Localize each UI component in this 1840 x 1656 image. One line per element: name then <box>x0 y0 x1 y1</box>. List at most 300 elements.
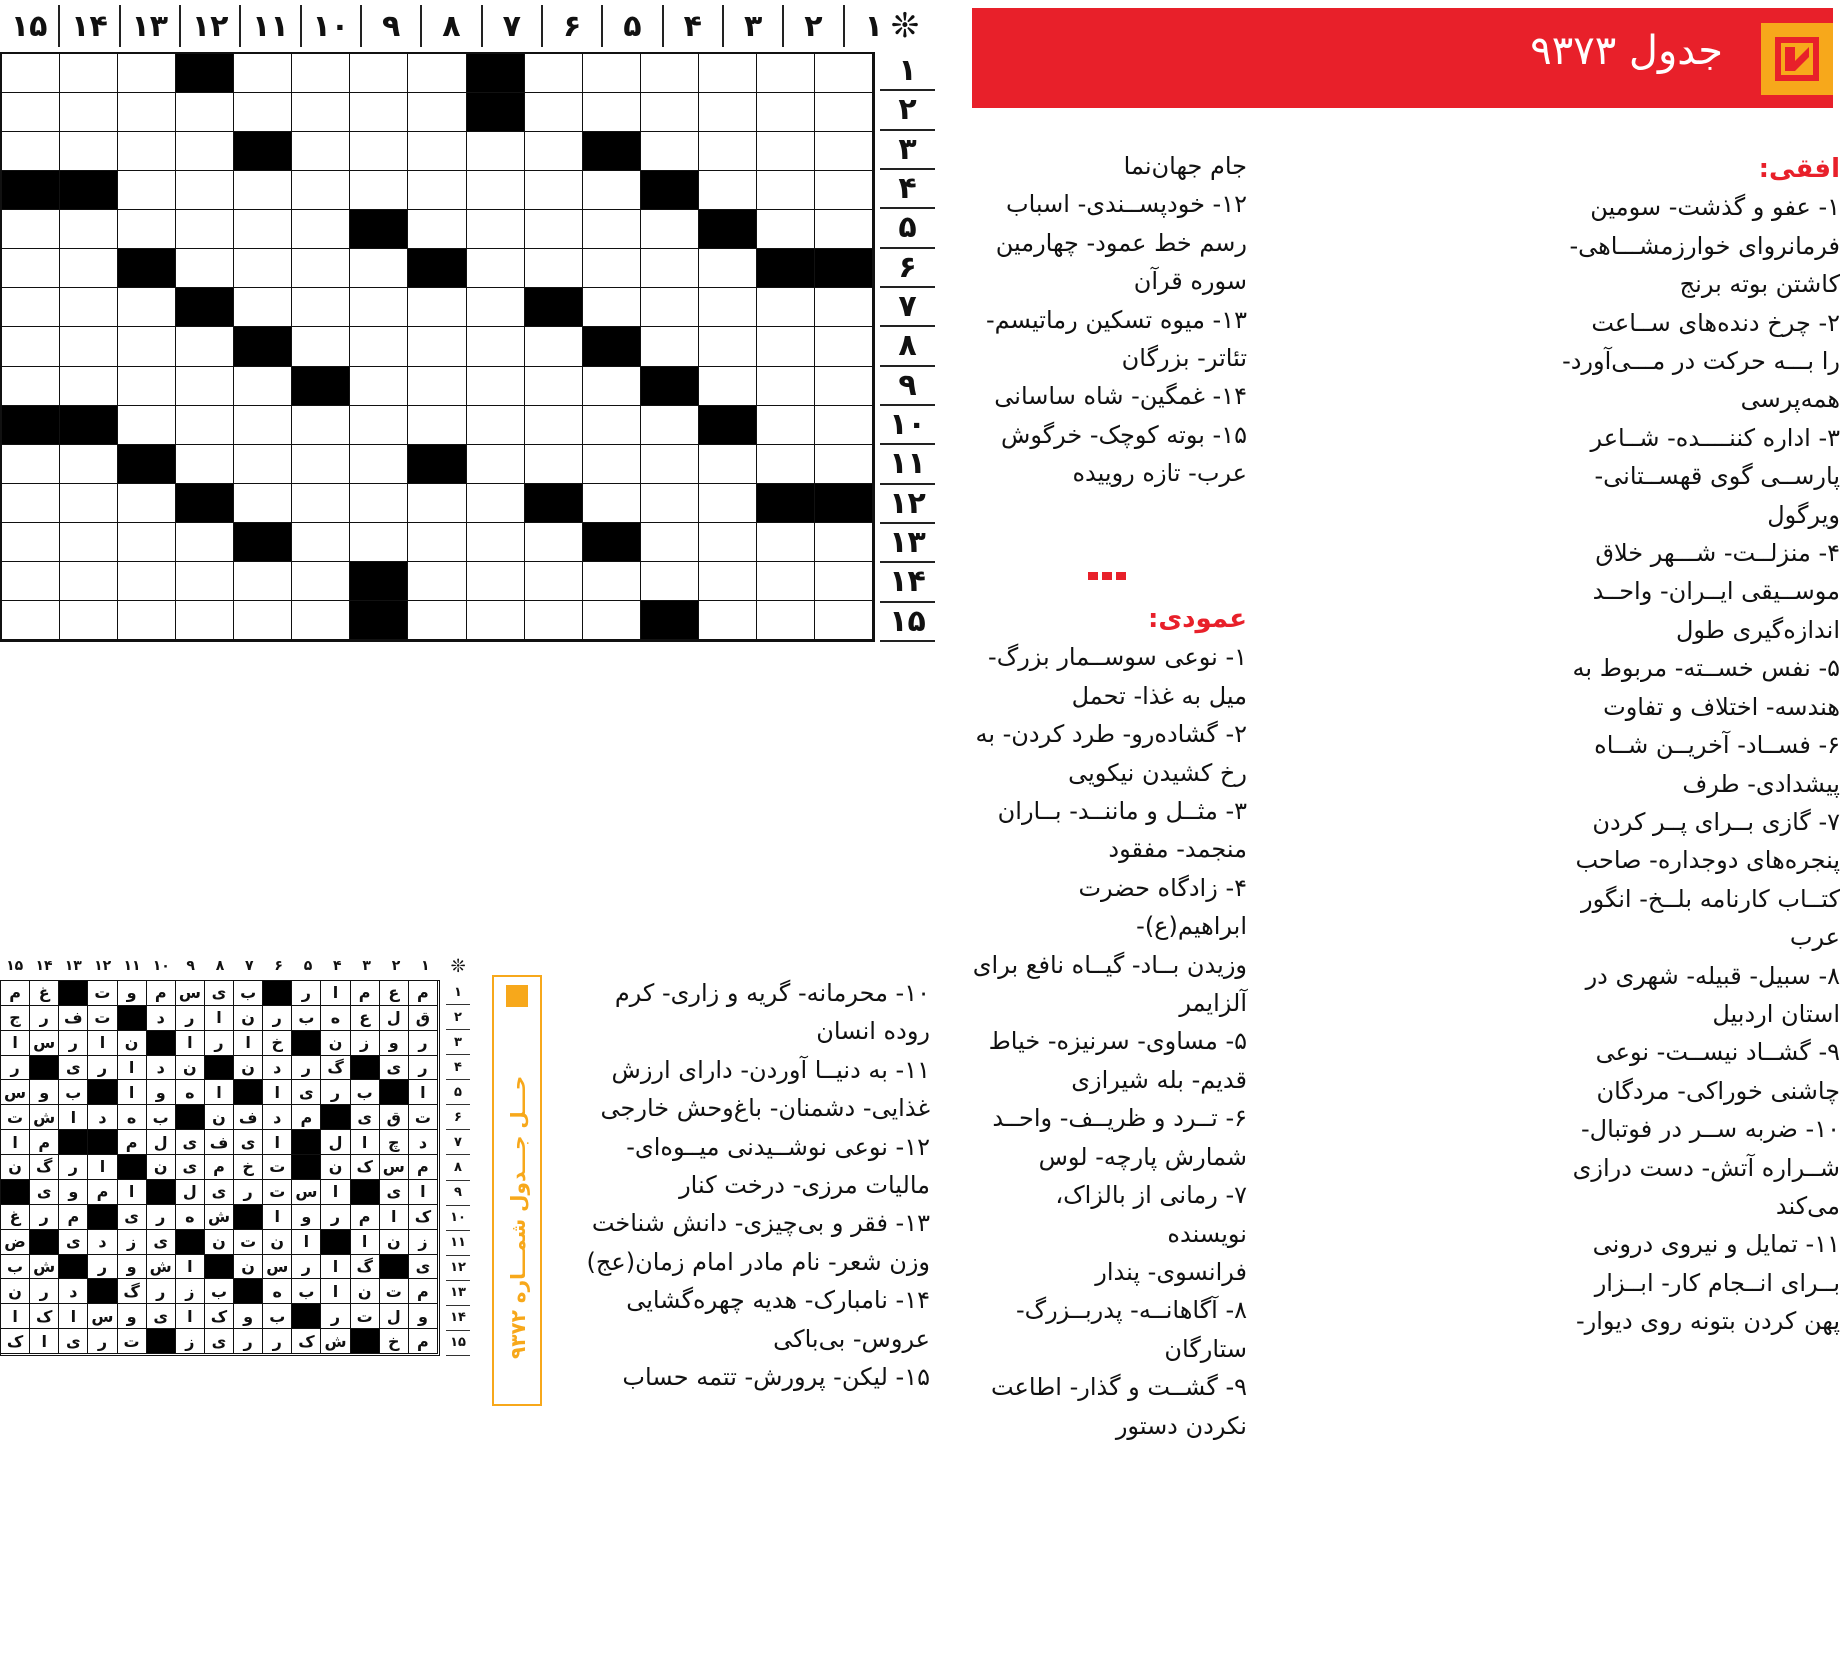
solution-cell: ه <box>263 1279 292 1304</box>
grid-cell[interactable] <box>118 288 176 327</box>
grid-cell[interactable] <box>2 562 60 601</box>
clue-line: شمارش پارچه- لوس <box>1038 1142 1247 1171</box>
grid-cell[interactable] <box>234 54 292 93</box>
row-label: ۴ <box>880 170 935 209</box>
grid-cell[interactable] <box>815 54 873 93</box>
solution-column-label: ۱۵ <box>6 958 24 974</box>
grid-cell[interactable] <box>176 171 234 210</box>
solution-cell: ل <box>147 1130 176 1155</box>
grid-cell[interactable] <box>292 54 350 93</box>
solution-column-label: ۲ <box>391 958 401 974</box>
grid-cell[interactable] <box>292 249 350 288</box>
grid-cell[interactable] <box>176 445 234 484</box>
solution-cell: ر <box>263 1006 292 1031</box>
grid-black-cell <box>234 327 292 366</box>
grid-cell[interactable] <box>699 367 757 406</box>
grid-cell[interactable] <box>757 93 815 132</box>
grid-cell[interactable] <box>583 445 641 484</box>
row-label: ۹ <box>880 367 935 406</box>
grid-cell[interactable] <box>350 484 408 523</box>
grid-cell[interactable] <box>583 484 641 523</box>
clue-line: شــراره آتش- دست درازی <box>1572 1153 1840 1182</box>
grid-cell[interactable] <box>2 93 60 132</box>
grid-cell[interactable] <box>292 523 350 562</box>
solution-column-label: ۴ <box>333 958 342 974</box>
solution-row-label: ۳ <box>446 1030 470 1055</box>
grid-cell[interactable] <box>583 171 641 210</box>
grid-cell[interactable] <box>757 445 815 484</box>
solution-cell: چ <box>380 1130 409 1155</box>
grid-cell[interactable] <box>583 288 641 327</box>
grid-cell[interactable] <box>641 288 699 327</box>
grid-cell[interactable] <box>467 484 525 523</box>
solution-black-cell <box>292 1155 321 1180</box>
column-label: ۴ <box>664 5 724 47</box>
grid-cell[interactable] <box>408 327 466 366</box>
grid-cell[interactable] <box>815 171 873 210</box>
grid-cell[interactable] <box>2 288 60 327</box>
clue-line: وزیدن بــاد- گیــاه نافع برای <box>972 950 1247 979</box>
solution-black-cell <box>263 981 292 1006</box>
solution-column-label: ۱ <box>421 958 430 974</box>
clue-line: ۸- آگاهانــه- پدربــزرگ- <box>1015 1296 1247 1325</box>
solution-cell: ب <box>147 1105 176 1130</box>
grid-cell[interactable] <box>350 93 408 132</box>
grid-cell[interactable] <box>757 54 815 93</box>
solution-cell: ت <box>263 1155 292 1180</box>
grid-cell[interactable] <box>60 93 118 132</box>
solution-black-cell <box>88 1130 117 1155</box>
solution-cell: ر <box>321 1205 350 1230</box>
grid-cell[interactable] <box>350 523 408 562</box>
row-label: ۱۲ <box>880 485 935 524</box>
column-label: ۸ <box>422 5 482 47</box>
grid-cell[interactable] <box>60 562 118 601</box>
solution-cell: ت <box>234 1230 263 1255</box>
solution-row-label: ۶ <box>446 1105 470 1130</box>
grid-cell[interactable] <box>815 367 873 406</box>
grid-cell[interactable] <box>699 288 757 327</box>
grid-cell[interactable] <box>350 171 408 210</box>
grid-cell[interactable] <box>60 132 118 171</box>
grid-cell[interactable] <box>118 171 176 210</box>
solution-cell: س <box>1 1080 30 1105</box>
grid-cell[interactable] <box>408 523 466 562</box>
grid-cell[interactable] <box>583 54 641 93</box>
grid-cell[interactable] <box>525 523 583 562</box>
grid-cell[interactable] <box>467 132 525 171</box>
grid-cell[interactable] <box>60 484 118 523</box>
grid-cell[interactable] <box>757 288 815 327</box>
solution-cell: ش <box>205 1205 234 1230</box>
grid-cell[interactable] <box>641 406 699 445</box>
solution-cell: م <box>292 1105 321 1130</box>
grid-cell[interactable] <box>583 93 641 132</box>
grid-cell[interactable] <box>118 484 176 523</box>
grid-cell[interactable] <box>234 210 292 249</box>
grid-cell[interactable] <box>2 249 60 288</box>
grid-cell[interactable] <box>2 327 60 366</box>
grid-cell[interactable] <box>583 210 641 249</box>
grid-cell[interactable] <box>641 562 699 601</box>
solution-cell: ع <box>380 981 409 1006</box>
grid-cell[interactable] <box>292 406 350 445</box>
grid-cell[interactable] <box>467 601 525 640</box>
solution-cell: ر <box>59 1155 88 1180</box>
grid-cell[interactable] <box>118 132 176 171</box>
grid-cell[interactable] <box>641 249 699 288</box>
grid-cell[interactable] <box>2 601 60 640</box>
grid-cell[interactable] <box>176 562 234 601</box>
grid-cell[interactable] <box>350 327 408 366</box>
grid-cell[interactable] <box>641 93 699 132</box>
grid-cell[interactable] <box>234 249 292 288</box>
grid-cell[interactable] <box>118 601 176 640</box>
grid-cell[interactable] <box>408 171 466 210</box>
solution-cell: ق <box>409 1006 438 1031</box>
solution-black-cell <box>351 1180 380 1205</box>
solution-cell: د <box>147 1006 176 1031</box>
grid-cell[interactable] <box>699 562 757 601</box>
grid-cell[interactable] <box>292 562 350 601</box>
solution-cell: د <box>88 1105 117 1130</box>
grid-cell[interactable] <box>234 484 292 523</box>
solution-cell: ف <box>205 1130 234 1155</box>
grid-cell[interactable] <box>641 484 699 523</box>
grid-black-cell <box>583 523 641 562</box>
grid-cell[interactable] <box>408 367 466 406</box>
grid-cell[interactable] <box>699 249 757 288</box>
grid-cell[interactable] <box>525 132 583 171</box>
grid-cell[interactable] <box>292 327 350 366</box>
grid-cell[interactable] <box>757 132 815 171</box>
grid-cell[interactable] <box>583 601 641 640</box>
grid-cell[interactable] <box>699 445 757 484</box>
grid-cell[interactable] <box>641 210 699 249</box>
grid-cell[interactable] <box>525 601 583 640</box>
solution-cell: ن <box>263 1230 292 1255</box>
grid-cell[interactable] <box>176 406 234 445</box>
grid-cell[interactable] <box>60 367 118 406</box>
grid-cell[interactable] <box>408 562 466 601</box>
grid-cell[interactable] <box>292 132 350 171</box>
clue-line: اندازه‌گیری طول <box>1675 615 1840 644</box>
grid-cell[interactable] <box>176 327 234 366</box>
clue-line: روده انسان <box>816 1017 930 1046</box>
grid-cell[interactable] <box>2 54 60 93</box>
grid-cell[interactable] <box>641 54 699 93</box>
solution-cell: ر <box>409 1056 438 1081</box>
solution-black-cell <box>234 1080 263 1105</box>
grid-cell[interactable] <box>641 132 699 171</box>
solution-cell: م <box>118 1130 147 1155</box>
grid-cell[interactable] <box>525 54 583 93</box>
grid-cell[interactable] <box>699 171 757 210</box>
clue-line: رخ کشیدن نیکویی <box>1068 758 1247 787</box>
solution-cell: ن <box>205 1105 234 1130</box>
grid-cell[interactable] <box>2 210 60 249</box>
grid-cell[interactable] <box>234 93 292 132</box>
grid-cell[interactable] <box>2 484 60 523</box>
solution-cell: ر <box>292 1255 321 1280</box>
grid-cell[interactable] <box>525 367 583 406</box>
grid-cell[interactable] <box>525 93 583 132</box>
grid-cell[interactable] <box>118 406 176 445</box>
solution-cell: ن <box>234 1006 263 1031</box>
grid-cell[interactable] <box>641 327 699 366</box>
grid-cell[interactable] <box>408 132 466 171</box>
grid-cell[interactable] <box>641 523 699 562</box>
grid-cell[interactable] <box>118 562 176 601</box>
grid-cell[interactable] <box>699 54 757 93</box>
grid-cell[interactable] <box>408 288 466 327</box>
grid-cell[interactable] <box>757 327 815 366</box>
row-label: ۱۴ <box>880 563 935 602</box>
solution-black-cell <box>118 1155 147 1180</box>
grid-cell[interactable] <box>60 249 118 288</box>
clue-line: وزن شعر- نام مادر امام زمان(عج) <box>586 1247 930 1276</box>
grid-cell[interactable] <box>815 93 873 132</box>
grid-cell[interactable] <box>525 171 583 210</box>
solution-cell: د <box>263 1105 292 1130</box>
grid-cell[interactable] <box>815 523 873 562</box>
grid-cell[interactable] <box>60 327 118 366</box>
solution-puzzle <box>0 952 470 1656</box>
grid-cell[interactable] <box>757 210 815 249</box>
grid-cell[interactable] <box>815 327 873 366</box>
grid-cell[interactable] <box>467 249 525 288</box>
grid-cell[interactable] <box>234 367 292 406</box>
grid-black-cell <box>234 523 292 562</box>
solution-black-cell <box>88 1205 117 1230</box>
solution-row-label: ۱۵ <box>446 1331 470 1356</box>
grid-cell[interactable] <box>815 562 873 601</box>
grid-cell[interactable] <box>467 562 525 601</box>
grid-cell[interactable] <box>176 210 234 249</box>
grid-cell[interactable] <box>292 445 350 484</box>
grid-cell[interactable] <box>757 171 815 210</box>
solution-row-label: ۱ <box>446 980 470 1005</box>
grid-cell[interactable] <box>234 171 292 210</box>
grid-cell[interactable] <box>525 210 583 249</box>
grid-cell[interactable] <box>350 54 408 93</box>
grid-cell[interactable] <box>292 93 350 132</box>
grid-cell[interactable] <box>699 132 757 171</box>
grid-cell[interactable] <box>699 93 757 132</box>
grid-cell[interactable] <box>118 367 176 406</box>
grid-black-cell <box>176 288 234 327</box>
grid-cell[interactable] <box>176 93 234 132</box>
grid-cell[interactable] <box>292 288 350 327</box>
clue-line: پارســی گوی قهســتانی- <box>1594 462 1840 491</box>
solution-cell: گ <box>118 1279 147 1304</box>
solution-cell: ک <box>292 1329 321 1354</box>
grid-cell[interactable] <box>699 327 757 366</box>
grid-cell[interactable] <box>467 523 525 562</box>
grid-cell[interactable] <box>408 54 466 93</box>
grid-cell[interactable] <box>525 562 583 601</box>
solution-cell: ن <box>1 1279 30 1304</box>
grid-cell[interactable] <box>118 327 176 366</box>
grid-cell[interactable] <box>408 601 466 640</box>
grid-cell[interactable] <box>815 601 873 640</box>
grid-cell[interactable] <box>467 367 525 406</box>
solution-column-label: ۹ <box>186 958 195 974</box>
grid-black-cell <box>350 210 408 249</box>
grid-cell[interactable] <box>60 288 118 327</box>
grid-cell[interactable] <box>525 249 583 288</box>
grid-cell[interactable] <box>525 406 583 445</box>
solution-cell: ی <box>380 1180 409 1205</box>
solution-black-cell <box>351 1056 380 1081</box>
grid-black-cell <box>2 171 60 210</box>
grid-cell[interactable] <box>176 367 234 406</box>
grid-cell[interactable] <box>234 601 292 640</box>
solution-cell: ر <box>88 1329 117 1354</box>
grid-black-cell <box>118 249 176 288</box>
solution-cell: ا <box>59 1304 88 1329</box>
grid-cell[interactable] <box>234 406 292 445</box>
grid-cell[interactable] <box>467 327 525 366</box>
solution-cell: ف <box>234 1105 263 1130</box>
grid-cell[interactable] <box>815 288 873 327</box>
grid-cell[interactable] <box>118 523 176 562</box>
grid-cell[interactable] <box>583 249 641 288</box>
grid-cell[interactable] <box>2 367 60 406</box>
grid-cell[interactable] <box>699 523 757 562</box>
solution-cell: ز <box>118 1230 147 1255</box>
solution-cell: د <box>147 1056 176 1081</box>
grid-cell[interactable] <box>350 367 408 406</box>
solution-cell: م <box>409 1155 438 1180</box>
grid-cell[interactable] <box>60 601 118 640</box>
grid-cell[interactable] <box>815 406 873 445</box>
grid-cell[interactable] <box>467 288 525 327</box>
grid-cell[interactable] <box>350 249 408 288</box>
solution-cell: ا <box>118 1180 147 1205</box>
grid-cell[interactable] <box>350 406 408 445</box>
solution-corner-star-icon: ❊ <box>450 955 466 977</box>
clue-line: پنجره‌های دوجداره- صاحب <box>1575 846 1840 875</box>
grid-cell[interactable] <box>176 523 234 562</box>
grid-black-cell <box>699 406 757 445</box>
solution-cell: ا <box>409 1080 438 1105</box>
solution-black-cell <box>30 1056 59 1081</box>
solution-cell: ز <box>409 1230 438 1255</box>
solution-cell: ه <box>176 1080 205 1105</box>
grid-cell[interactable] <box>292 171 350 210</box>
row-label: ۵ <box>880 209 935 248</box>
solution-cell: ک <box>1 1329 30 1354</box>
grid-cell[interactable] <box>350 288 408 327</box>
grid-cell[interactable] <box>815 132 873 171</box>
column-labels <box>0 5 935 47</box>
grid-cell[interactable] <box>815 210 873 249</box>
solution-cell: ر <box>321 1080 350 1105</box>
grid-cell[interactable] <box>176 601 234 640</box>
grid-cell[interactable] <box>2 523 60 562</box>
grid-black-cell <box>176 54 234 93</box>
grid-cell[interactable] <box>467 406 525 445</box>
solution-cell: ر <box>409 1031 438 1056</box>
grid-cell[interactable] <box>757 601 815 640</box>
grid-cell[interactable] <box>118 54 176 93</box>
grid-cell[interactable] <box>234 562 292 601</box>
grid-cell[interactable] <box>467 210 525 249</box>
grid-cell[interactable] <box>815 445 873 484</box>
grid-cell[interactable] <box>350 132 408 171</box>
grid-cell[interactable] <box>118 93 176 132</box>
grid-cell[interactable] <box>350 445 408 484</box>
grid-cell[interactable] <box>234 288 292 327</box>
solution-cell: ن <box>351 1279 380 1304</box>
grid-cell[interactable] <box>60 523 118 562</box>
solution-cell: ا <box>176 1304 205 1329</box>
grid-cell[interactable] <box>641 445 699 484</box>
grid-cell[interactable] <box>699 601 757 640</box>
grid-cell[interactable] <box>408 210 466 249</box>
grid-cell[interactable] <box>292 210 350 249</box>
solution-cell: ت <box>88 981 117 1006</box>
crossword-puzzle <box>0 0 940 645</box>
grid-cell[interactable] <box>408 93 466 132</box>
solution-cell: ض <box>1 1230 30 1255</box>
grid-cell[interactable] <box>699 484 757 523</box>
solution-title: حـــل جـــدول شمـــاره ۹۳۷۲ <box>506 1075 530 1359</box>
grid-cell[interactable] <box>234 445 292 484</box>
solution-cell: ا <box>1 1031 30 1056</box>
grid-cell[interactable] <box>583 406 641 445</box>
grid-cell[interactable] <box>2 132 60 171</box>
grid-cell[interactable] <box>408 484 466 523</box>
solution-cell: ب <box>263 1304 292 1329</box>
grid-cell[interactable] <box>60 210 118 249</box>
solution-cell: د <box>409 1130 438 1155</box>
grid-cell[interactable] <box>292 601 350 640</box>
grid-cell[interactable] <box>60 54 118 93</box>
grid-cell[interactable] <box>2 445 60 484</box>
grid-cell[interactable] <box>757 406 815 445</box>
grid-cell[interactable] <box>408 406 466 445</box>
grid-cell[interactable] <box>757 367 815 406</box>
grid-cell[interactable] <box>176 249 234 288</box>
grid-cell[interactable] <box>525 327 583 366</box>
column-label: ۳ <box>724 5 784 47</box>
clue-line: همه‌پرسی <box>1740 385 1840 414</box>
grid-cell[interactable] <box>583 562 641 601</box>
grid-cell[interactable] <box>583 367 641 406</box>
grid-cell[interactable] <box>757 562 815 601</box>
grid-cell[interactable] <box>757 523 815 562</box>
grid-cell[interactable] <box>292 484 350 523</box>
grid-cell[interactable] <box>60 445 118 484</box>
grid-black-cell <box>815 249 873 288</box>
column-label: ۵ <box>603 5 663 47</box>
solution-cell: ت <box>263 1180 292 1205</box>
solution-cell: ر <box>234 1329 263 1354</box>
solution-cell: ت <box>380 1279 409 1304</box>
row-label: ۶ <box>880 249 935 288</box>
grid-cell[interactable] <box>118 210 176 249</box>
grid-cell[interactable] <box>525 445 583 484</box>
solution-column-label: ۱۳ <box>64 958 82 974</box>
grid-cell[interactable] <box>176 132 234 171</box>
clue-line: می‌کند <box>1775 1191 1840 1220</box>
grid-black-cell <box>60 171 118 210</box>
across-heading: افقی: <box>1758 154 1840 184</box>
grid-cell[interactable] <box>467 171 525 210</box>
grid-cell[interactable] <box>467 445 525 484</box>
